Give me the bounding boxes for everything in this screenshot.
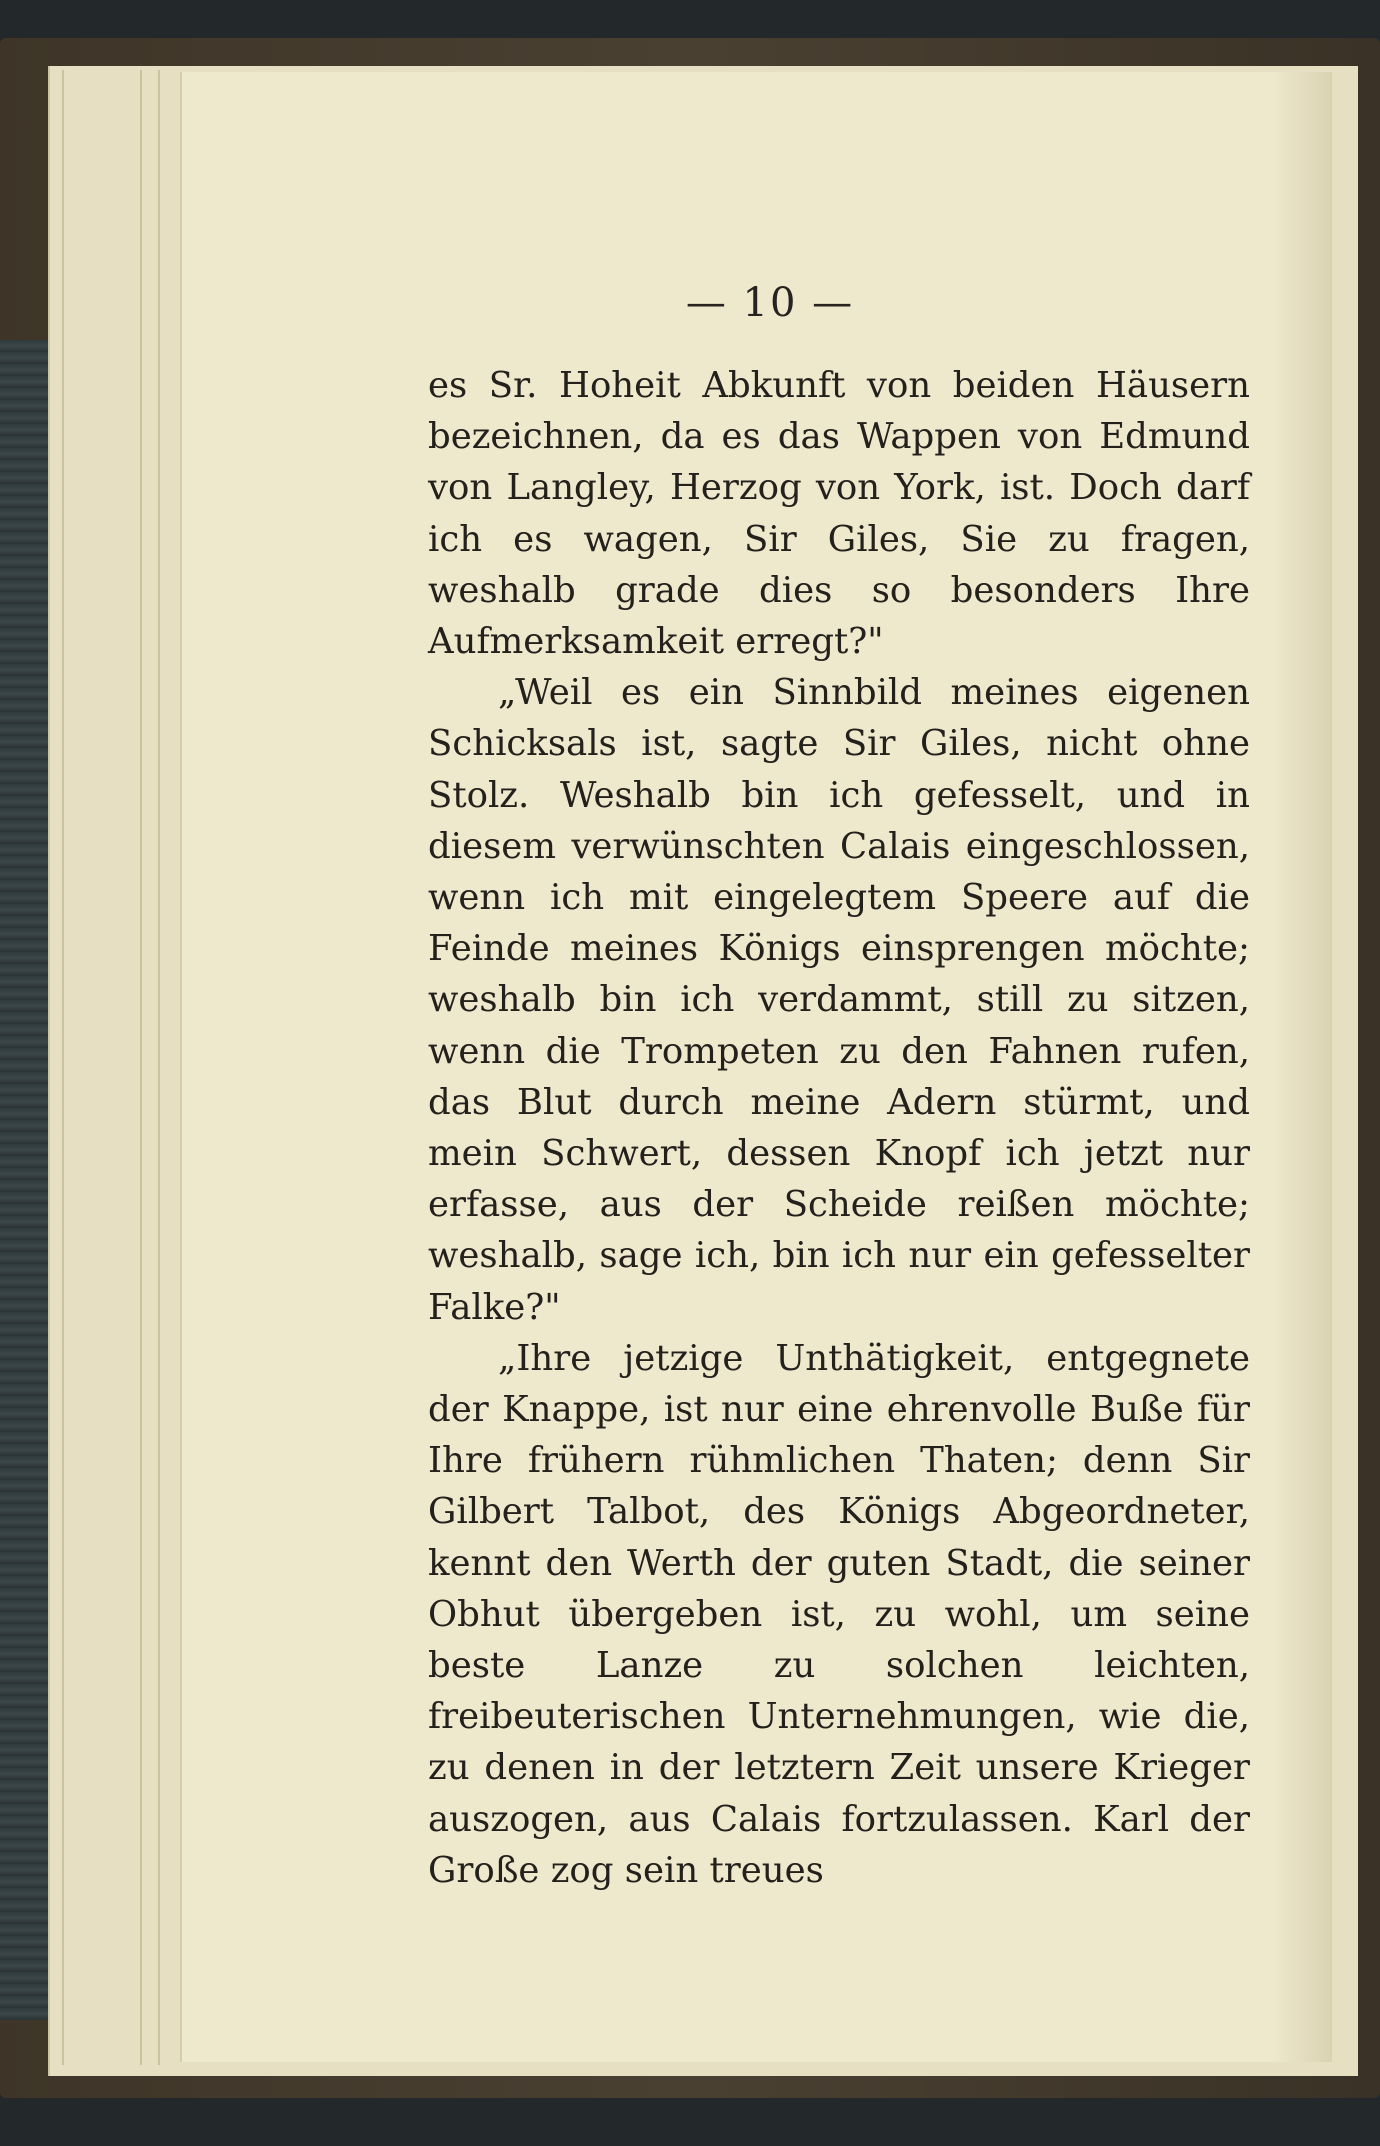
paragraph: es Sr. Hoheit Abkunft von beiden Häusern bezeichnen, da es das Wappen von Edmund von Langley, Herzog von York, ist. Doch darf ich es wagen, Sir Giles, Sie zu fragen, weshalb grade dies so besonders Ihre Aufmerksamkeit erregt?" [428, 365, 1250, 663]
paragraph: „Weil es ein Sinnbild meines eigenen Schicksals ist, sagte Sir Giles, nicht ohne Stolz. Weshalb bin ich gefesselt, und in diesem verwünschten Calais eingeschlossen, wenn ich mit eingelegtem Speere auf die Feinde meines Königs einsprengen möchte; weshalb bin ich verdammt, still zu sitzen, wenn die Trompeten zu den Fahnen rufen, das Blut durch meine Adern stürmt, und mein Schwert, dessen Knopf ich jetzt nur erfasse, aus der Scheide reißen möchte; weshalb, sage ich, bin ich nur ein gefesselter Falke?" [428, 672, 1250, 1328]
page-body [428, 360, 1250, 1896]
paragraph: „Ihre jetzige Unthätigkeit, entgegnete der Knappe, ist nur eine ehrenvolle Buße für Ihre frühern rühmlichen Thaten; denn Sir Gilbert Talbot, des Königs Abgeordneter, kennt den Werth der guten Stadt, die seiner Obhut übergeben ist, zu wohl, um seine beste Lanze zu solchen leichten, freibeuterischen Unternehmungen, wie die, zu denen in der letztern Zeit unsere Krieger auszogen, aus Calais fortzulassen. Karl der Große zog sein treues [428, 1337, 1250, 1891]
page-edge-line [140, 70, 142, 2065]
page-number: — 10 — [685, 280, 855, 326]
page-gutter-shade [1272, 72, 1332, 2062]
page-edge-line [158, 70, 160, 2065]
page-edge-line [62, 70, 64, 2065]
cover-edge [0, 340, 50, 2020]
